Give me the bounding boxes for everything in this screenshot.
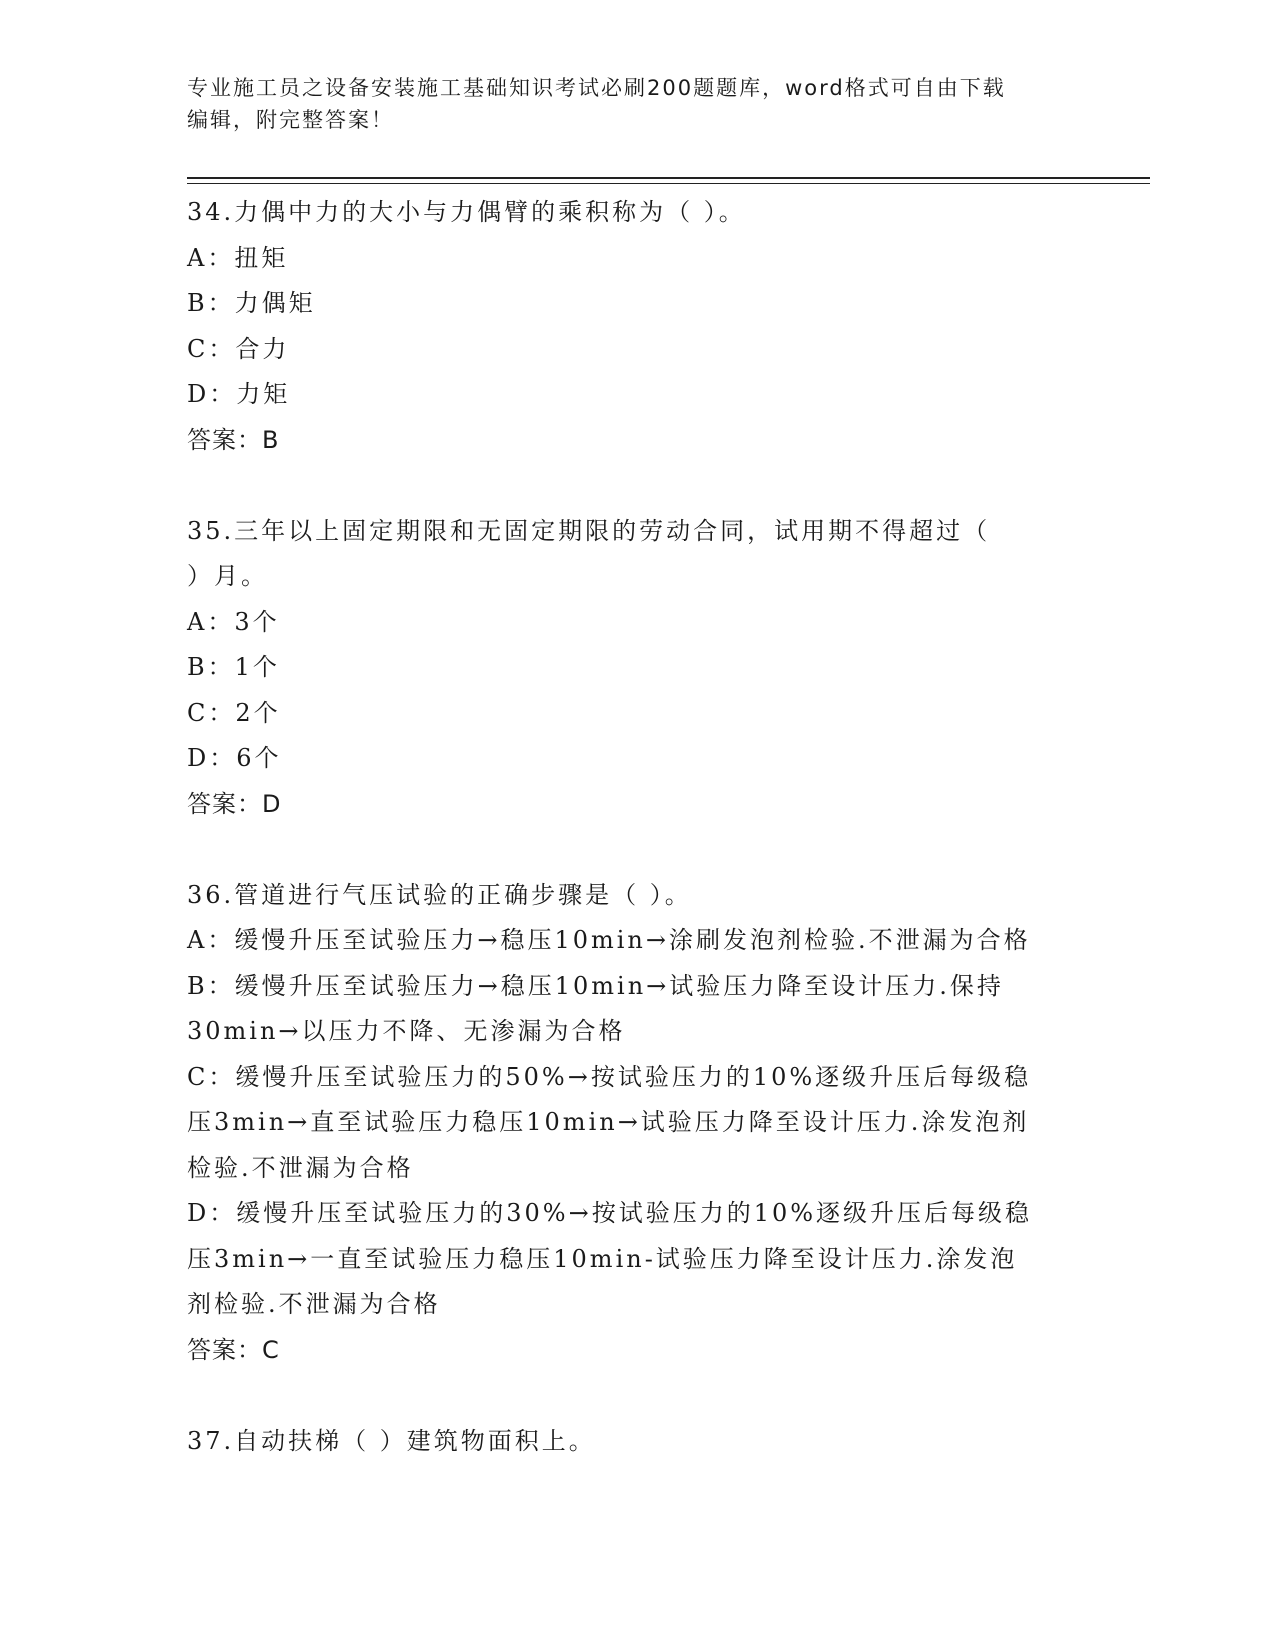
option-d: D：6个 — [187, 744, 282, 772]
question-37 — [187, 1419, 1087, 1465]
header-line-2: 编辑，附完整答案！ — [187, 108, 394, 132]
question-stem: 34.力偶中力的大小与力偶臂的乘积称为（ ）。 — [187, 198, 746, 226]
option-a: A：扭矩 — [187, 243, 289, 272]
option-c-cont: 检验.不泄漏为合格 — [187, 1153, 414, 1182]
option-b-cont: 30min→以压力不降、无渗漏为合格 — [187, 1017, 626, 1045]
question-list — [187, 190, 1087, 1464]
question-stem: 36.管道进行气压试验的正确步骤是（ ）。 — [187, 880, 692, 909]
answer: 答案：D — [187, 789, 282, 818]
option-d-cont: 剂检验.不泄漏为合格 — [187, 1290, 441, 1318]
option-c-cont: 压3min→直至试验压力稳压10min→试验压力降至设计压力.涂发泡剂 — [187, 1108, 1030, 1136]
option-c: C：合力 — [187, 334, 290, 363]
answer: 答案：C — [187, 1335, 280, 1364]
question-stem: 35.三年以上固定期限和无固定期限的劳动合同，试用期不得超过（ — [187, 516, 991, 545]
option-b: B：力偶矩 — [187, 289, 316, 317]
answer: 答案：B — [187, 425, 280, 454]
option-c: C：缓慢升压至试验压力的50%→按试验压力的10%逐级升压后每级稳 — [187, 1062, 1032, 1091]
header-divider-thin — [187, 183, 1150, 184]
option-d: D：力矩 — [187, 380, 291, 408]
header-divider-thick — [187, 177, 1150, 179]
option-d-cont: 压3min→一直至试验压力稳压10min-试验压力降至设计压力.涂发泡 — [187, 1244, 1018, 1273]
question-36 — [187, 873, 1087, 1374]
option-c: C：2个 — [187, 698, 281, 727]
question-stem-cont: ）月。 — [187, 562, 268, 590]
option-b: B：缓慢升压至试验压力→稳压10min→试验压力降至设计压力.保持 — [187, 971, 1004, 1000]
option-a: A：缓慢升压至试验压力→稳压10min→涂刷发泡剂检验.不泄漏为合格 — [187, 926, 1031, 954]
question-35 — [187, 509, 1087, 828]
question-stem: 37.自动扶梯（ ）建筑物面积上。 — [187, 1426, 596, 1455]
question-34 — [187, 190, 1087, 463]
option-b: B：1个 — [187, 653, 280, 681]
document-header — [187, 72, 1067, 136]
header-line-1: 专业施工员之设备安装施工基础知识考试必刷200题题库，word格式可自由下载 — [187, 76, 1006, 100]
option-a: A：3个 — [187, 607, 280, 636]
option-d: D：缓慢升压至试验压力的30%→按试验压力的10%逐级升压后每级稳 — [187, 1199, 1033, 1227]
